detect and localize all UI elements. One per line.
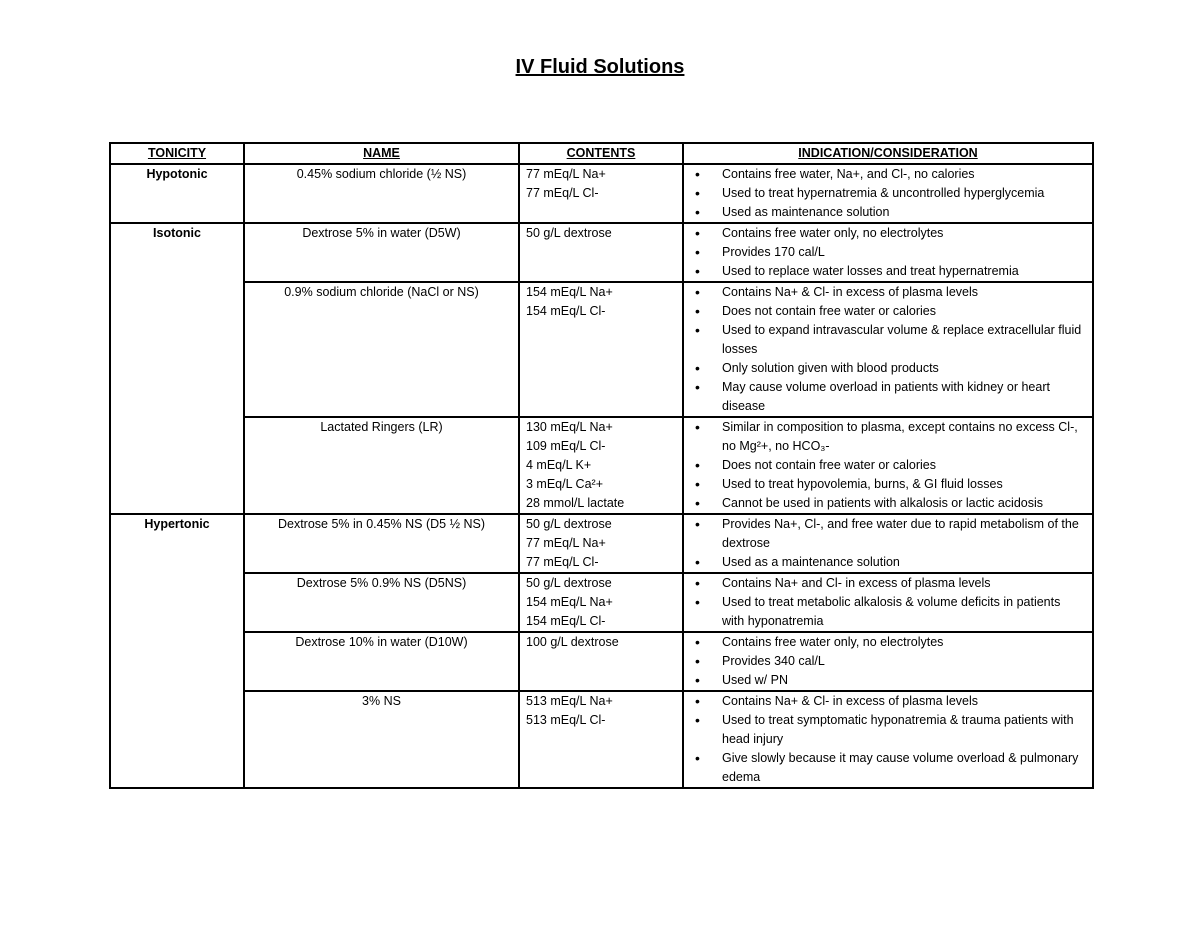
indication-item: • Provides 170 cal/L [690,243,1086,262]
iv-fluid-table [109,142,1094,789]
contents-line: 77 mEq/L Na+ [526,536,606,550]
contents-line: 154 mEq/L Na+ [526,285,613,299]
indication-cell [683,632,1093,691]
contents-cell [519,223,683,282]
contents-line: 109 mEq/L Cl- [526,439,606,453]
indication-cell [683,223,1093,282]
indication-list [690,692,1086,787]
contents-line: 50 g/L dextrose [526,576,612,590]
indication-cell [683,691,1093,788]
solution-name-cell: Lactated Ringers (LR) [244,417,519,514]
contents-line: 77 mEq/L Cl- [526,186,599,200]
contents-line: 154 mEq/L Cl- [526,304,606,318]
indication-list [690,283,1086,416]
indication-item: • Used to treat hypovolemia, burns, & GI fluid losses [690,475,1086,494]
indication-item: • Used w/ PN [690,671,1086,690]
contents-line: 28 mmol/L lactate [526,496,625,510]
contents-cell [519,514,683,573]
solution-name-cell: 0.45% sodium chloride (½ NS) [244,164,519,223]
indication-item: • Give slowly because it may cause volume overload & pulmonary edema [690,749,1086,787]
contents-line: 50 g/L dextrose [526,517,612,531]
indication-item: • Does not contain free water or calories [690,302,1086,321]
indication-item: • Contains Na+ & Cl- in excess of plasma levels [690,692,1086,711]
contents-line: 154 mEq/L Na+ [526,595,613,609]
indication-item: • Provides 340 cal/L [690,652,1086,671]
indication-item: • Provides Na+, Cl-, and free water due to rapid metabolism of the dextrose [690,515,1086,553]
indication-cell [683,514,1093,573]
contents-cell [519,282,683,417]
indication-item: • Contains Na+ & Cl- in excess of plasma levels [690,283,1086,302]
indication-list [690,515,1086,572]
solution-name-cell: 3% NS [244,691,519,788]
indication-item: • Contains free water, Na+, and Cl-, no calories [690,165,1086,184]
contents-line: 513 mEq/L Cl- [526,713,606,727]
indication-cell [683,573,1093,632]
page-title: IV Fluid Solutions [515,56,685,78]
contents-cell [519,632,683,691]
tonicity-cell: Hypotonic [110,164,244,223]
tonicity-cell: Hypertonic [110,514,244,788]
indication-item: • Only solution given with blood products [690,359,1086,378]
table-row [110,632,1093,691]
header-indication: INDICATION/CONSIDERATION [683,143,1093,164]
contents-line: 154 mEq/L Cl- [526,614,606,628]
indication-list [690,633,1086,690]
contents-line: 513 mEq/L Na+ [526,694,613,708]
indication-item: • Used to treat symptomatic hyponatremia & trauma patients with head injury [690,711,1086,749]
header-name: NAME [244,143,519,164]
indication-item: • Used to treat hypernatremia & uncontrolled hyperglycemia [690,184,1086,203]
indication-item: • Cannot be used in patients with alkalosis or lactic acidosis [690,494,1086,513]
header-contents: CONTENTS [519,143,683,164]
indication-item: • Used to expand intravascular volume & replace extracellular fluid losses [690,321,1086,359]
table-row [110,514,1093,573]
solution-name-cell: 0.9% sodium chloride (NaCl or NS) [244,282,519,417]
indication-item: • Used to replace water losses and treat hypernatremia [690,262,1086,281]
solution-name-cell: Dextrose 5% in water (D5W) [244,223,519,282]
table-row [110,223,1093,282]
table-row [110,417,1093,514]
table-row [110,164,1093,223]
solution-name-cell: Dextrose 10% in water (D10W) [244,632,519,691]
indication-cell [683,417,1093,514]
indication-list [690,224,1086,281]
indication-item: • Contains free water only, no electrolytes [690,224,1086,243]
contents-cell [519,691,683,788]
tonicity-cell: Isotonic [110,223,244,514]
header-tonicity: TONICITY [110,143,244,164]
indication-list [690,574,1086,631]
table-body [110,164,1093,788]
contents-line: 100 g/L dextrose [526,635,619,649]
indication-item: • Used as maintenance solution [690,203,1086,222]
indication-cell [683,164,1093,223]
contents-line: 50 g/L dextrose [526,226,612,240]
contents-line: 4 mEq/L K+ [526,458,592,472]
indication-item: • Similar in composition to plasma, except contains no excess Cl-, no Mg²+, no HCO₃- [690,418,1086,456]
solution-name-cell: Dextrose 5% 0.9% NS (D5NS) [244,573,519,632]
indication-item: • Contains Na+ and Cl- in excess of plasma levels [690,574,1086,593]
contents-line: 3 mEq/L Ca²+ [526,477,604,491]
indication-item: • Does not contain free water or calories [690,456,1086,475]
contents-line: 77 mEq/L Na+ [526,167,606,181]
table-row [110,282,1093,417]
table-row [110,573,1093,632]
solution-name-cell: Dextrose 5% in 0.45% NS (D5 ½ NS) [244,514,519,573]
indication-item: • Used as a maintenance solution [690,553,1086,572]
table-header-row [110,143,1093,164]
indication-item: • May cause volume overload in patients with kidney or heart disease [690,378,1086,416]
contents-cell [519,573,683,632]
indication-list [690,165,1086,222]
contents-cell [519,417,683,514]
contents-line: 130 mEq/L Na+ [526,420,613,434]
indication-cell [683,282,1093,417]
indication-item: • Contains free water only, no electrolytes [690,633,1086,652]
indication-item: • Used to treat metabolic alkalosis & volume deficits in patients with hyponatremia [690,593,1086,631]
contents-line: 77 mEq/L Cl- [526,555,599,569]
indication-list [690,418,1086,513]
contents-cell [519,164,683,223]
table-row [110,691,1093,788]
